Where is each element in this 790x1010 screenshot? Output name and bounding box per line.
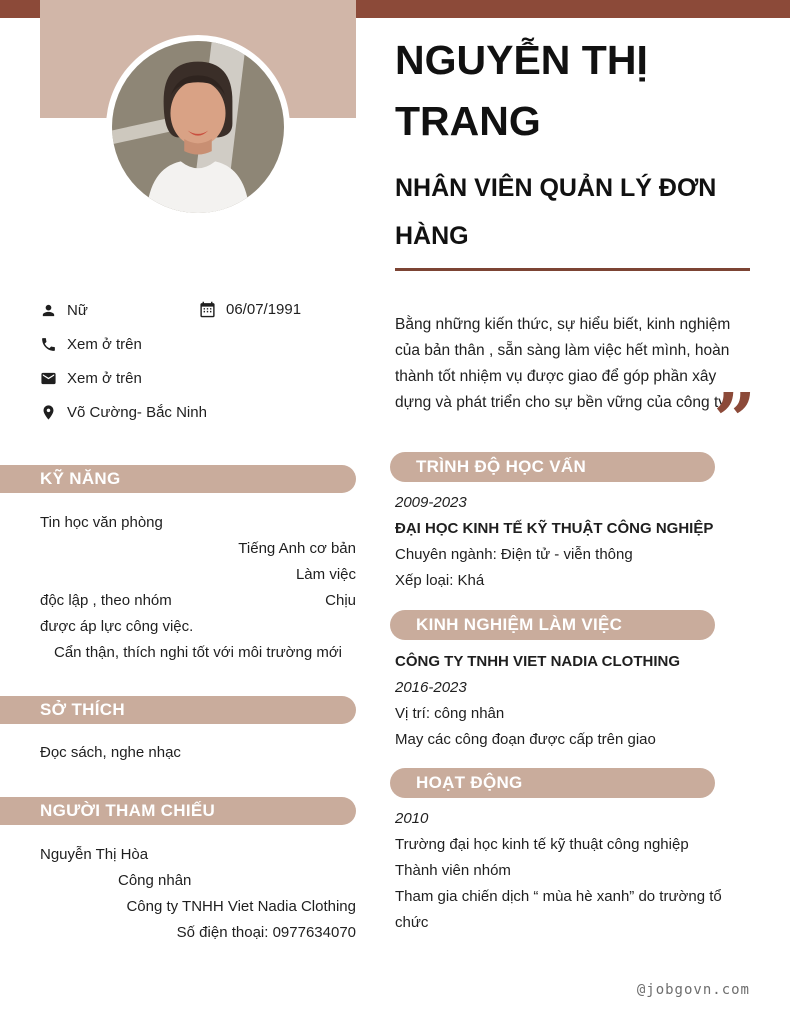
info-row-address (40, 403, 207, 421)
section-header-skills (0, 465, 356, 493)
skills-line: Cẩn thận, thích nghi tốt với môi trường mới (53, 644, 342, 661)
phone-icon (40, 336, 57, 353)
education-title: TRÌNH ĐỘ HỌC VẤN (416, 457, 587, 476)
experience-period: 2016-2023 (395, 679, 467, 696)
education-entry (395, 490, 751, 594)
summary-text: Bằng những kiến thức, sự hiểu biết, kinh nghiệm của bản thân , sẵn sàng làm việc hết mình, hoàn thành tốt nhiệm vụ được giao để góp phần xây dựng và phát triển cho sự bền vững của công ty. (395, 316, 731, 411)
activities-entry (395, 806, 751, 936)
cv-name: NGUYỄN THỊ TRANG (395, 37, 648, 144)
hobbies-line: Đọc sách, nghe nhạc (40, 744, 181, 761)
experience-title: KINH NGHIỆM LÀM VIỆC (416, 615, 623, 634)
skills-title: KỸ NĂNG (40, 469, 121, 488)
site-watermark: @jobgovn.com (636, 982, 750, 998)
activities-role: Thành viên nhóm (395, 862, 511, 879)
education-major: Chuyên ngành: Điện tử - viễn thông (395, 546, 633, 563)
skills-line: Tin học văn phòng (40, 514, 163, 531)
address-value: Võ Cường- Bắc Ninh (67, 403, 207, 421)
location-icon (40, 404, 57, 421)
gender-value: Nữ (67, 301, 88, 319)
reference-name: Nguyễn Thị Hòa (40, 846, 149, 863)
calendar-icon (199, 301, 216, 318)
reference-company: Công ty TNHH Viet Nadia Clothing (126, 898, 356, 915)
experience-company: CÔNG TY TNHH VIET NADIA CLOTHING (395, 653, 680, 670)
experience-position: Vị trí: công nhân (395, 705, 505, 722)
skills-line-right: Chịu (325, 592, 356, 609)
section-header-activities (390, 768, 715, 798)
hobbies-title: SỞ THÍCH (40, 700, 125, 719)
skills-line: Tiếng Anh cơ bản (238, 540, 356, 557)
activities-period: 2010 (395, 810, 429, 827)
activities-title: HOẠT ĐỘNG (416, 773, 523, 792)
info-row-gender-dob (40, 301, 356, 319)
section-header-hobbies (0, 696, 356, 724)
email-value: Xem ở trên (67, 369, 142, 387)
person-icon (40, 302, 57, 319)
reference-position: Công nhân (118, 872, 192, 889)
section-header-education (390, 452, 715, 482)
profile-photo (112, 41, 284, 213)
reference-phone: Số điện thoại: 0977634070 (176, 924, 356, 941)
skills-line (40, 588, 356, 614)
section-header-experience (390, 610, 715, 640)
section-header-references (0, 797, 356, 825)
activities-description: Tham gia chiến dịch “ mùa hè xanh” do trường tổ chức (395, 888, 722, 931)
email-icon (40, 370, 57, 387)
profile-photo-placeholder (112, 41, 284, 213)
profile-photo-frame (106, 35, 290, 219)
phone-value: Xem ở trên (67, 335, 142, 353)
activities-organization: Trường đại học kinh tế kỹ thuật công nghiệp (395, 836, 689, 853)
education-period: 2009-2023 (395, 494, 467, 511)
references-title: NGƯỜI THAM CHIẾU (40, 801, 216, 820)
experience-entry (395, 649, 751, 753)
experience-description: May các công đoạn được cấp trên giao (395, 731, 656, 748)
title-divider-line (395, 268, 750, 271)
skills-line: Làm việc (295, 566, 356, 583)
skills-line: được áp lực công việc. (40, 618, 194, 635)
closing-quote-icon: ” (713, 378, 752, 464)
birthdate-value: 06/07/1991 (226, 301, 302, 318)
info-row-phone (40, 335, 142, 353)
education-grade: Xếp loại: Khá (395, 572, 485, 589)
dob-group (199, 301, 301, 318)
education-school: ĐẠI HỌC KINH TẾ KỸ THUẬT CÔNG NGHIỆP (395, 520, 714, 537)
cv-job-title: NHÂN VIÊN QUẢN LÝ ĐƠN HÀNG (395, 174, 717, 250)
info-row-email (40, 369, 142, 387)
skills-line-left: độc lập , theo nhóm (40, 592, 172, 609)
